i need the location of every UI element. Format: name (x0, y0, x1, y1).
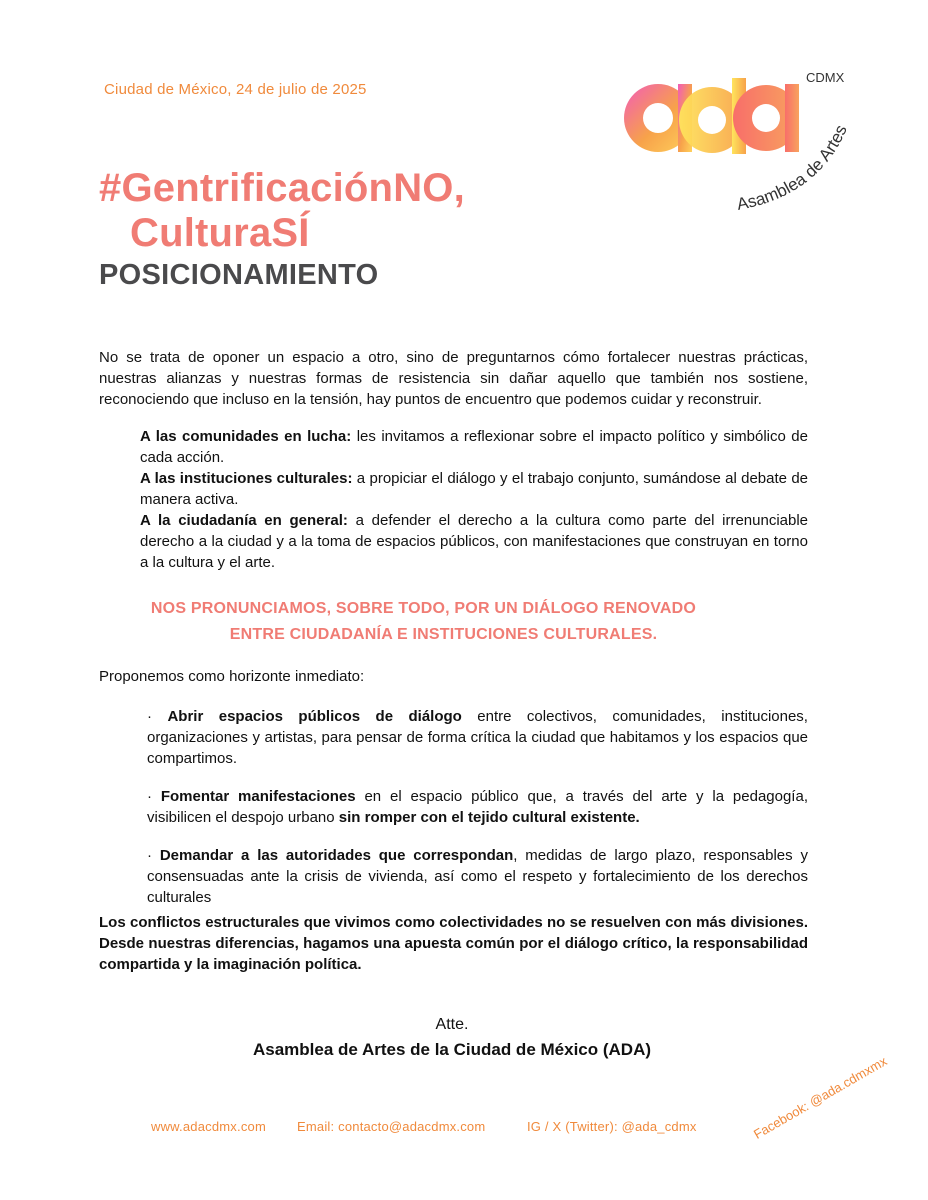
bullet: · (147, 708, 168, 725)
footer-instagram-link[interactable]: IG / X (Twitter): @ada_cdmx (527, 1119, 697, 1134)
closing-paragraph: Los conflictos estructurales que vivimos como colectividades no se resuelven con más divisiones. Desde nuestras diferencias, hagamos una apuesta común por el diálogo crítico, la responsabilidad compartida y la imaginación política. (99, 914, 808, 973)
footer-facebook-text: Facebook: @ada.cdmxmx (751, 1053, 890, 1142)
addressees-list (140, 426, 808, 573)
bullet: · (147, 847, 160, 864)
addressee-communities (140, 426, 808, 468)
addressee-text: a propiciar el diálogo y el trabajo conjunto, sumándose al debate de manera activa. (140, 470, 809, 508)
callout-statement (99, 596, 808, 648)
addressee-institutions (140, 468, 808, 510)
addressee-label: A las instituciones culturales: (140, 470, 353, 487)
signature-org: Asamblea de Artes de la Ciudad de México (ADA) (252, 1040, 652, 1059)
proposal-emphasis: sin romper con el tejido cultural existente. (338, 809, 640, 826)
hashtag-line-1: #GentrificaciónNO, (99, 166, 465, 210)
footer-email-link[interactable]: Email: contacto@adacdmx.com (297, 1119, 486, 1134)
proposal-label: Abrir espacios públicos de diálogo (167, 708, 462, 725)
proposal-text: entre colectivos, comunidades, instituciones, organizaciones y artistas, para pensar de forma crítica la ciudad que habitamos y los espacios que compartimos. (147, 708, 808, 767)
addressee-text: les invitamos a reflexionar sobre el impacto político y simbólico de cada acción. (140, 428, 808, 466)
bullet: · (147, 788, 161, 805)
proposals-list (147, 706, 808, 925)
addressee-label: A la ciudadanía en general: (140, 512, 348, 529)
letter-date: Ciudad de México, 24 de julio de 2025 (104, 81, 367, 98)
addressee-label: A las comunidades en lucha: (140, 428, 352, 445)
ada-logo (620, 66, 860, 236)
intro-paragraph: No se trata de oponer un espacio a otro, sino de preguntarnos cómo fortalecer nuestras prácticas, nuestras alianzas y nuestras formas de resistencia sin dañar aquello que también nos sostiene, reconociendo que incluso en la tensión, hay puntos de encuentro que podemos cuidar y reconstruir. (99, 349, 808, 408)
logo-tagline: Asamblea de Artes (735, 122, 851, 214)
proposal-label: Fomentar manifestaciones (160, 788, 356, 805)
logo-cdmx: CDMX (806, 70, 845, 85)
callout-line-1: NOS PRONUNCIAMOS, SOBRE TODO, POR UN DIÁLOGO RENOVADO (150, 600, 697, 617)
hashtag-title (99, 166, 465, 256)
proposal-text: en el espacio público que, a través del arte y la pedagogía, visibilicen el despojo urbano (147, 788, 808, 826)
page-title: POSICIONAMIENTO (99, 259, 379, 291)
proposal-intro: Proponemos como horizonte inmediato: (99, 668, 365, 685)
addressee-citizens (140, 510, 808, 573)
proposal-item (147, 786, 808, 828)
proposal-text: , medidas de largo plazo, responsables y consensuadas ante la crisis de vivienda, así como el respeto y fortalecimiento de los derechos culturales (147, 847, 808, 906)
signature-atte: Atte. (435, 1016, 469, 1033)
proposal-label: Demandar a las autoridades que correspondan (159, 847, 514, 864)
proposal-item (147, 706, 808, 769)
addressee-text: a defender el derecho a la cultura como parte del irrenunciable derecho a la ciudad y a la toma de espacios públicos, con manifestaciones que construyan en torno a la cultura y el arte. (140, 512, 809, 571)
callout-line-2: ENTRE CIUDADANÍA E INSTITUCIONES CULTURALES. (229, 626, 658, 643)
footer-website-link[interactable]: www.adacdmx.com (151, 1119, 266, 1134)
proposal-item (147, 845, 808, 908)
hashtag-line-2: CulturaSÍ (130, 211, 310, 255)
